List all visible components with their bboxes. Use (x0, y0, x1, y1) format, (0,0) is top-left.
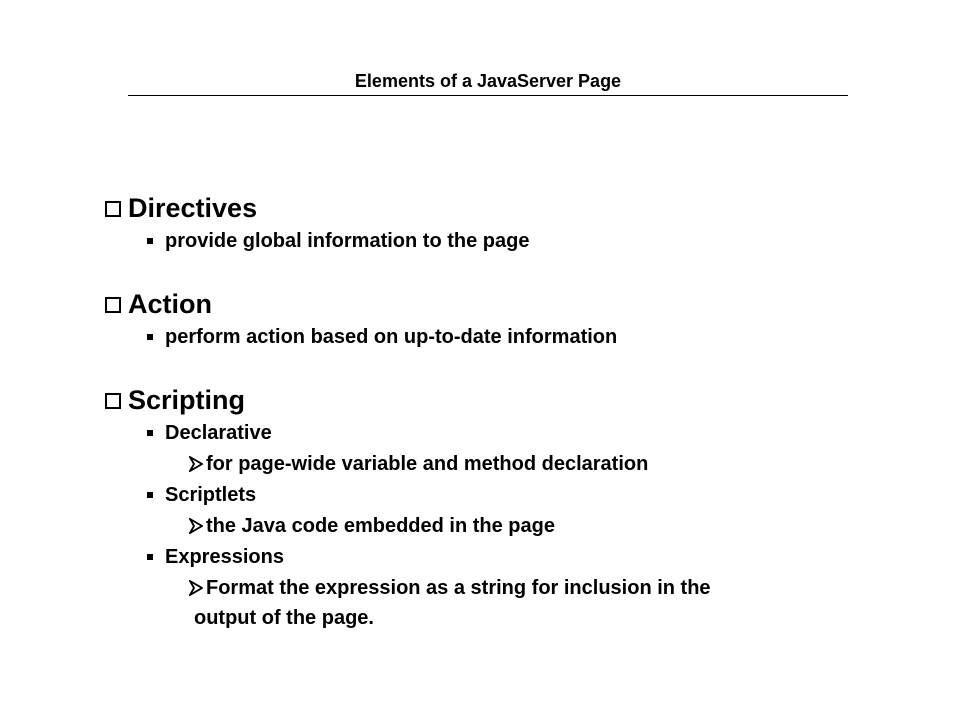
sub-bullet-text: Declarative (165, 422, 272, 444)
slide-title: Elements of a JavaServer Page (354, 71, 622, 91)
arrowhead-bullet-icon (189, 456, 203, 472)
sub-bullet-expressions (147, 542, 922, 572)
bullet-action (102, 286, 922, 322)
sub-bullet (147, 322, 922, 352)
bullet-heading-action: Action (128, 289, 212, 319)
sub-bullet-text: Scriptlets (165, 484, 257, 506)
filled-square-bullet-icon (147, 554, 153, 560)
filled-square-bullet-icon (147, 238, 153, 244)
sub-sub-bullet-text: Format the expression as a string for inclusion in the (206, 577, 711, 599)
bullet-directives (102, 190, 922, 226)
hollow-square-bullet-icon (105, 201, 121, 217)
sub-sub-bullet-text: for page-wide variable and method declaration (206, 453, 649, 475)
hollow-square-bullet-icon (105, 297, 121, 313)
filled-square-bullet-icon (147, 334, 153, 340)
sub-sub-bullet (189, 572, 922, 604)
arrowhead-bullet-icon (189, 580, 203, 596)
sub-bullet-declarative (147, 418, 922, 448)
filled-square-bullet-icon (147, 430, 153, 436)
sub-sub-bullet-text: the Java code embedded in the page (206, 515, 555, 537)
sub-bullet (147, 226, 922, 256)
sub-sub-bullet (189, 448, 922, 480)
sub-bullet-scriptlets (147, 480, 922, 510)
title-underline (128, 95, 848, 96)
bullet-heading-directives: Directives (128, 193, 258, 223)
hollow-square-bullet-icon (105, 393, 121, 409)
sub-sub-bullet-continuation: output of the page. (194, 607, 374, 629)
filled-square-bullet-icon (147, 492, 153, 498)
arrowhead-bullet-icon (189, 518, 203, 534)
sub-bullet-text: provide global information to the page (165, 230, 530, 252)
sub-sub-bullet (189, 510, 922, 542)
bullet-heading-scripting: Scripting (128, 385, 246, 415)
slide-content (102, 190, 922, 632)
sub-bullet-text: perform action based on up-to-date information (165, 326, 618, 348)
bullet-scripting (102, 382, 922, 418)
sub-bullet-text: Expressions (165, 546, 284, 568)
